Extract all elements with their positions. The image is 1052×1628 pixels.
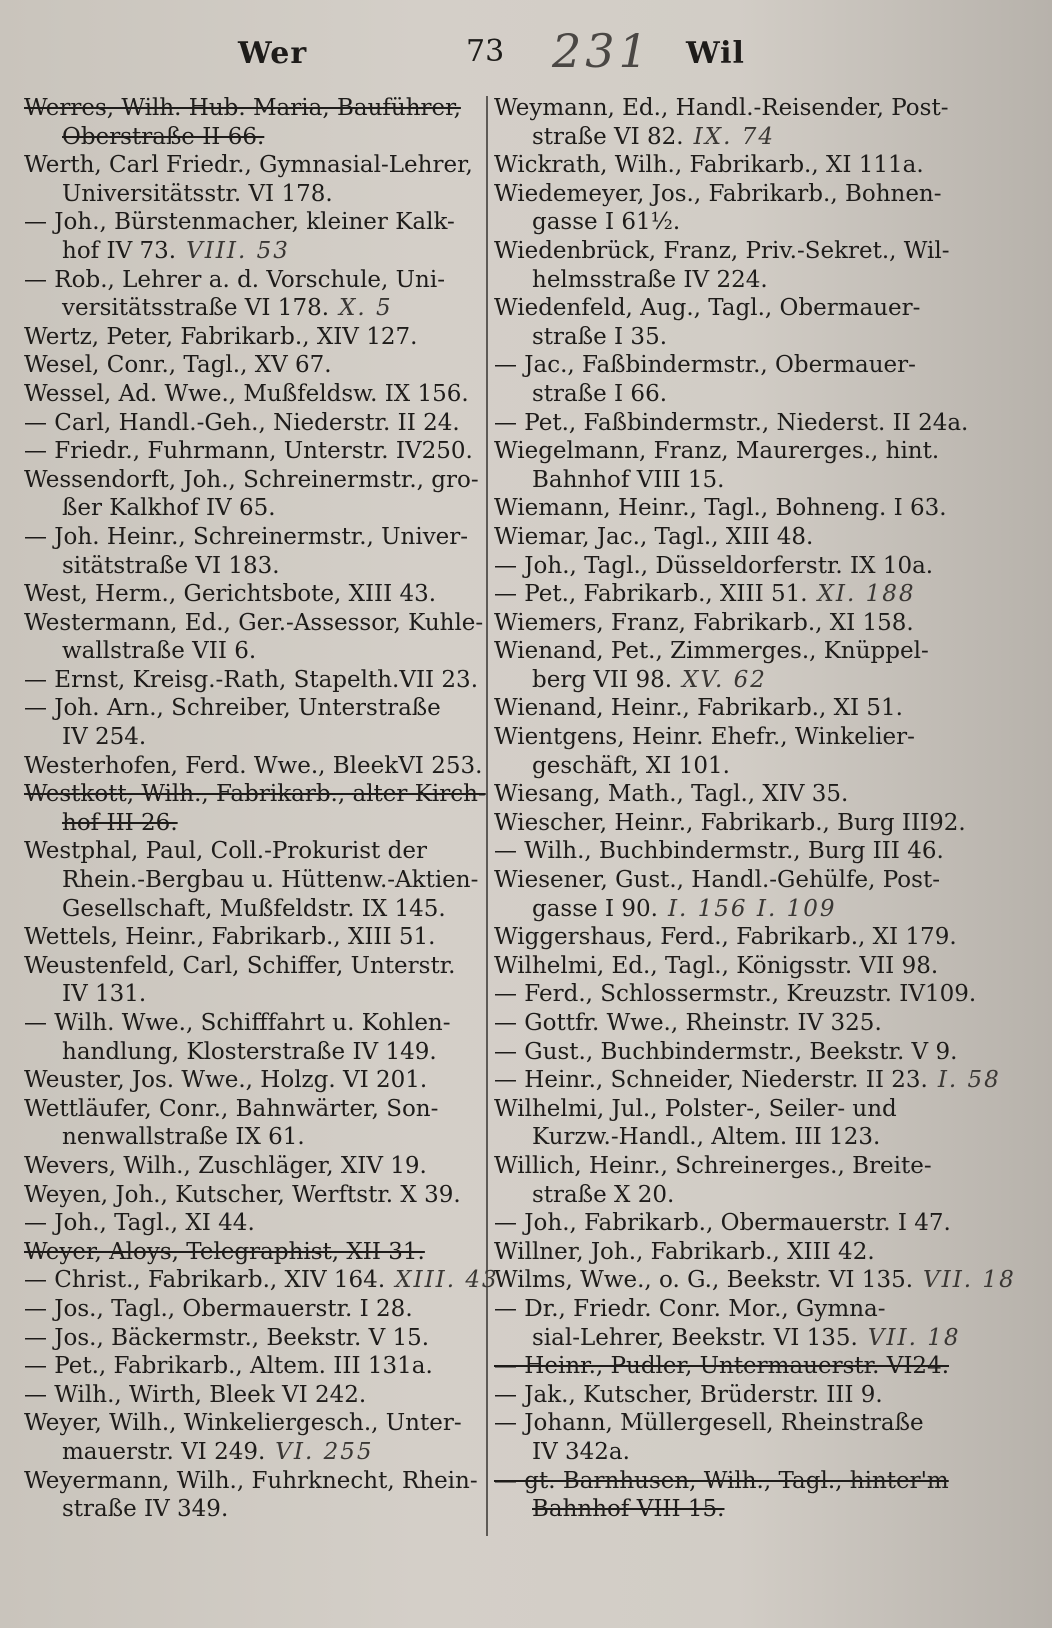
entry-text: — Rob., Lehrer a. d. Vorschule, Uni- xyxy=(24,266,445,293)
entry-name-line xyxy=(494,294,954,323)
header-right-catchword: Wil xyxy=(686,36,745,71)
entry-continuation-line xyxy=(494,1438,954,1467)
entry-continuation-line xyxy=(494,380,954,409)
directory-entry xyxy=(24,1266,499,1295)
entry-name-line xyxy=(494,1066,1001,1095)
entry-name-line xyxy=(494,1467,954,1496)
entry-text: Wiedemeyer, Jos., Fabrikarb., Bohnen- xyxy=(494,180,942,207)
entry-name-line xyxy=(24,780,486,809)
entry-continuation-line xyxy=(24,237,482,266)
directory-entry xyxy=(494,780,954,809)
directory-entry xyxy=(494,237,954,294)
handwritten-correction: IX. 74 xyxy=(693,123,775,150)
directory-entry xyxy=(494,1066,1001,1095)
entry-name-line xyxy=(494,637,954,666)
entry-name-line xyxy=(24,208,482,237)
entry-text: Wienand, Heinr., Fabrikarb., XI 51. xyxy=(494,695,903,722)
entry-continuation-line xyxy=(24,1038,482,1067)
entry-text: Wiegelmann, Franz, Maurerges., hint. xyxy=(494,438,940,465)
entry-text: Weyer, Aloys, Telegraphist, XII 31. xyxy=(24,1238,425,1265)
entry-text: Wiedenbrück, Franz, Priv.-Sekret., Wil- xyxy=(494,237,950,264)
column-divider xyxy=(486,96,488,1536)
entry-name-line xyxy=(494,1295,954,1324)
entry-text: gasse I 90. xyxy=(532,895,658,922)
entry-text: — Joh., Tagl., XI 44. xyxy=(24,1210,255,1237)
entry-text: — Jos., Bäckermstr., Beekstr. V 15. xyxy=(24,1324,430,1351)
entry-text: — Pet., Fabrikarb., Altem. III 131a. xyxy=(24,1353,433,1380)
entry-name-line xyxy=(494,523,954,552)
entry-text: — Jac., Faßbindermstr., Obermauer- xyxy=(494,352,916,379)
entry-text: West, Herm., Gerichtsbote, XIII 43. xyxy=(24,581,437,608)
directory-entry xyxy=(494,294,954,351)
entry-text: straße VI 82. xyxy=(532,123,684,150)
entry-name-line xyxy=(24,380,482,409)
entry-text: — Joh., Fabrikarb., Obermauerstr. I 47. xyxy=(494,1210,951,1237)
entry-continuation-line xyxy=(494,1495,954,1524)
entry-text: — Pet., Fabrikarb., XIII 51. xyxy=(494,581,808,608)
directory-entry xyxy=(24,266,482,323)
directory-entry xyxy=(24,1409,482,1466)
entry-continuation-line xyxy=(494,123,954,152)
entry-text: — Friedr., Fuhrmann, Unterstr. IV250. xyxy=(24,438,473,465)
directory-entry xyxy=(24,1238,482,1267)
entry-text: Willich, Heinr., Schreinerges., Breite- xyxy=(494,1152,932,1179)
entry-continuation-line xyxy=(24,1495,482,1524)
entry-continuation-line xyxy=(24,180,482,209)
directory-entry xyxy=(494,952,954,981)
entry-text: Wessendorft, Joh., Schreinermstr., gro- xyxy=(24,466,479,493)
entry-text: — Dr., Friedr. Conr. Mor., Gymna- xyxy=(494,1295,886,1322)
directory-entry xyxy=(24,1324,482,1353)
left-column xyxy=(24,94,499,1524)
entry-text: Wiesener, Gust., Handl.-Gehülfe, Post- xyxy=(494,867,940,894)
directory-entry xyxy=(24,437,482,466)
directory-entry xyxy=(494,837,954,866)
entry-name-line xyxy=(24,1066,482,1095)
entry-text: Weuster, Jos. Wwe., Holzg. VI 201. xyxy=(24,1067,428,1094)
entry-text: — Heinr., Schneider, Niederstr. II 23. xyxy=(494,1067,928,1094)
directory-entry xyxy=(494,1266,1016,1295)
directory-entry xyxy=(24,323,482,352)
entry-text: Wienand, Pet., Zimmerges., Knüppel- xyxy=(494,638,929,665)
entry-text: — Jak., Kutscher, Brüderstr. III 9. xyxy=(494,1381,883,1408)
entry-text: Willner, Joh., Fabrikarb., XIII 42. xyxy=(494,1238,875,1265)
entry-continuation-line xyxy=(24,1123,482,1152)
handwritten-correction: VII. 18 xyxy=(923,1267,1016,1294)
entry-continuation-line xyxy=(24,723,482,752)
entry-text: Wiemers, Franz, Fabrikarb., XI 158. xyxy=(494,609,914,636)
entry-name-line xyxy=(24,666,482,695)
entry-name-line xyxy=(494,1038,958,1067)
entry-name-line xyxy=(24,952,482,981)
entry-text: Wevers, Wilh., Zuschläger, XIV 19. xyxy=(24,1152,427,1179)
entry-continuation-line xyxy=(494,1123,954,1152)
handwritten-correction: VIII. 53 xyxy=(186,237,290,264)
entry-text: helmsstraße IV 224. xyxy=(532,266,768,293)
entry-name-line xyxy=(24,1266,499,1295)
entry-text: — Wilh., Wirth, Bleek VI 242. xyxy=(24,1381,367,1408)
entry-text: Weyen, Joh., Kutscher, Werftstr. X 39. xyxy=(24,1181,461,1208)
directory-entry xyxy=(494,494,954,523)
entry-name-line xyxy=(24,1295,482,1324)
directory-entry xyxy=(494,523,954,552)
entry-text: hof III 26. xyxy=(62,809,178,836)
entry-name-line xyxy=(494,1266,1016,1295)
directory-entry xyxy=(24,1095,482,1152)
directory-entry xyxy=(494,1095,954,1152)
entry-text: IV 342a. xyxy=(532,1438,630,1465)
entry-continuation-line xyxy=(494,266,954,295)
entry-name-line xyxy=(24,923,482,952)
directory-entry xyxy=(494,809,966,838)
entry-text: Weustenfeld, Carl, Schiffer, Unterstr. xyxy=(24,952,456,979)
entry-text: Weymann, Ed., Handl.-Reisender, Post- xyxy=(494,95,949,121)
directory-entry xyxy=(494,552,954,581)
entry-name-line xyxy=(494,1209,954,1238)
entry-continuation-line xyxy=(494,895,954,924)
entry-name-line xyxy=(24,409,482,438)
handwritten-correction: XI. 188 xyxy=(817,581,916,608)
directory-entry xyxy=(24,694,482,751)
entry-text: — gt. Barnhusen, Wilh., Tagl., hinter'm xyxy=(494,1467,949,1494)
entry-text: Weyermann, Wilh., Fuhrknecht, Rhein- xyxy=(24,1467,478,1494)
directory-entry xyxy=(24,923,482,952)
directory-entry xyxy=(494,351,954,408)
directory-entry xyxy=(494,437,954,494)
entry-text: gasse I 61½. xyxy=(532,209,681,236)
entry-text: — Wilh., Buchbindermstr., Burg III 46. xyxy=(494,838,944,865)
entry-text: geschäft, XI 101. xyxy=(532,752,730,779)
directory-entry xyxy=(494,180,954,237)
entry-text: — Gottfr. Wwe., Rheinstr. IV 325. xyxy=(494,1010,882,1036)
entry-continuation-line xyxy=(24,494,482,523)
entry-text: Wertz, Peter, Fabrikarb., XIV 127. xyxy=(24,323,418,350)
entry-text: — Joh. Arn., Schreiber, Unterstraße xyxy=(24,695,441,722)
entry-text: Wettläufer, Conr., Bahnwärter, Son- xyxy=(24,1095,439,1122)
directory-entry xyxy=(494,1467,954,1524)
entry-text: IV 131. xyxy=(62,981,147,1008)
entry-name-line xyxy=(494,1381,954,1410)
entry-continuation-line xyxy=(24,552,482,581)
handwritten-page-number: 231 xyxy=(552,24,652,78)
entry-text: sitätstraße VI 183. xyxy=(62,552,280,579)
entry-text: — Jos., Tagl., Obermauerstr. I 28. xyxy=(24,1295,413,1322)
entry-name-line xyxy=(24,609,482,638)
entry-name-line xyxy=(494,494,954,523)
directory-entry xyxy=(494,609,954,638)
directory-entry xyxy=(494,1238,954,1267)
directory-entry xyxy=(24,409,482,438)
entry-text: — Ferd., Schlossermstr., Kreuzstr. IV109. xyxy=(494,981,977,1008)
entry-text: mauerstr. VI 249. xyxy=(62,1438,266,1465)
directory-entry xyxy=(24,380,482,409)
entry-continuation-line xyxy=(494,208,954,237)
entry-text: — Gust., Buchbindermstr., Beekstr. V 9. xyxy=(494,1038,958,1065)
entry-continuation-line xyxy=(24,637,482,666)
entry-continuation-line xyxy=(494,466,954,495)
entry-text: — Ernst, Kreisg.-Rath, Stapelth.VII 23. xyxy=(24,666,479,693)
entry-name-line xyxy=(494,1095,954,1124)
entry-continuation-line xyxy=(24,809,482,838)
entry-name-line xyxy=(24,1467,482,1496)
entry-name-line xyxy=(24,1095,482,1124)
directory-entry xyxy=(494,923,957,952)
entry-text: Oberstraße II 66. xyxy=(62,123,265,150)
entry-text: Wickrath, Wilh., Fabrikarb., XI 111a. xyxy=(494,152,924,179)
entry-continuation-line xyxy=(494,666,954,695)
entry-text: straße X 20. xyxy=(532,1181,675,1208)
entry-name-line xyxy=(494,1152,954,1181)
entry-text: Wettels, Heinr., Fabrikarb., XIII 51. xyxy=(24,924,436,951)
directory-entry xyxy=(24,1295,482,1324)
directory-entry xyxy=(24,1467,482,1524)
entry-continuation-line xyxy=(494,1181,954,1210)
entry-continuation-line xyxy=(24,980,482,1009)
handwritten-correction: XIII. 43 xyxy=(395,1267,499,1294)
entry-text: Wilhelmi, Ed., Tagl., Königsstr. VII 98. xyxy=(494,952,939,979)
entry-continuation-line xyxy=(494,752,954,781)
directory-entry xyxy=(494,1152,954,1209)
directory-entry xyxy=(494,1038,958,1067)
entry-name-line xyxy=(24,1238,482,1267)
entry-name-line xyxy=(494,409,969,438)
entry-name-line xyxy=(24,1181,482,1210)
entry-name-line xyxy=(494,866,954,895)
handwritten-correction: X. 5 xyxy=(339,295,393,322)
entry-name-line xyxy=(494,923,957,952)
entry-text: Wiescher, Heinr., Fabrikarb., Burg III92. xyxy=(494,809,966,836)
directory-entry xyxy=(24,351,482,380)
entry-name-line xyxy=(494,723,954,752)
handwritten-correction: XV. 62 xyxy=(682,666,767,693)
entry-name-line xyxy=(494,1009,954,1038)
directory-entry xyxy=(494,1295,961,1352)
handwritten-correction: VII. 18 xyxy=(867,1324,961,1351)
entry-name-line xyxy=(494,1352,954,1381)
entry-text: Wientgens, Heinr. Ehefr., Winkelier- xyxy=(494,724,915,751)
entry-name-line xyxy=(494,980,977,1009)
entry-text: — Johann, Müllergesell, Rheinstraße xyxy=(494,1410,924,1437)
entry-text: berg VII 98. xyxy=(532,666,673,693)
directory-entry xyxy=(24,1066,482,1095)
entry-name-line xyxy=(24,323,482,352)
entry-text: sial-Lehrer, Beekstr. VI 135. xyxy=(532,1324,858,1351)
directory-entry xyxy=(24,1152,482,1181)
entry-text: Wilms, Wwe., o. G., Beekstr. VI 135. xyxy=(494,1267,914,1294)
entry-continuation-line xyxy=(24,294,482,323)
entry-name-line xyxy=(24,351,482,380)
directory-entry xyxy=(24,466,482,523)
directory-entry xyxy=(24,580,482,609)
entry-name-line xyxy=(24,580,482,609)
directory-entry xyxy=(24,1181,482,1210)
entry-name-line xyxy=(494,694,954,723)
entry-text: — Joh., Bürstenmacher, kleiner Kalk- xyxy=(24,209,455,236)
entry-text: Kurzw.-Handl., Altem. III 123. xyxy=(532,1124,881,1151)
directory-entry xyxy=(24,1381,482,1410)
entry-name-line xyxy=(494,580,954,609)
entry-name-line xyxy=(24,437,482,466)
entry-name-line xyxy=(24,1152,482,1181)
entry-text: Wiemar, Jac., Tagl., XIII 48. xyxy=(494,523,814,550)
entry-name-line xyxy=(24,752,482,781)
entry-text: Werth, Carl Friedr., Gymnasial-Lehrer, xyxy=(24,152,473,179)
entry-name-line xyxy=(24,1324,482,1353)
entry-text: Universitätsstr. VI 178. xyxy=(62,180,333,207)
entry-name-line xyxy=(24,1009,482,1038)
entry-name-line xyxy=(494,94,954,123)
entry-text: Rhein.-Bergbau u. Hüttenw.-Aktien- xyxy=(62,867,479,894)
handwritten-correction: VI. 255 xyxy=(275,1438,374,1465)
entry-text: Wiedenfeld, Aug., Tagl., Obermauer- xyxy=(494,295,921,322)
entry-text: versitätsstraße VI 178. xyxy=(62,295,330,322)
directory-entry xyxy=(494,1352,954,1381)
entry-text: ßer Kalkhof IV 65. xyxy=(62,495,276,522)
directory-entry xyxy=(494,1009,954,1038)
entry-name-line xyxy=(494,180,954,209)
entry-text: — Wilh. Wwe., Schifffahrt u. Kohlen- xyxy=(24,1010,451,1036)
entry-text: Werres, Wilh. Hub. Maria, Bauführer, xyxy=(24,95,461,121)
entry-name-line xyxy=(494,437,954,466)
entry-text: — Joh., Tagl., Düsseldorferstr. IX 10a. xyxy=(494,552,934,579)
entry-text: Wessel, Ad. Wwe., Mußfeldsw. IX 156. xyxy=(24,380,469,407)
entry-continuation-line xyxy=(24,123,482,152)
entry-text: Wiemann, Heinr., Tagl., Bohneng. I 63. xyxy=(494,495,947,522)
directory-entry xyxy=(24,780,486,837)
directory-entry xyxy=(24,1352,482,1381)
directory-entry xyxy=(494,1209,954,1238)
entry-text: IV 254. xyxy=(62,724,147,751)
directory-entry xyxy=(24,1209,482,1238)
directory-entry xyxy=(24,666,482,695)
entry-name-line xyxy=(24,266,482,295)
entry-text: straße I 35. xyxy=(532,323,668,350)
directory-entry xyxy=(494,694,954,723)
page-header xyxy=(0,24,1052,82)
directory-entry xyxy=(24,523,482,580)
entry-text: Westerhofen, Ferd. Wwe., BleekVI 253. xyxy=(24,752,483,779)
directory-entry xyxy=(494,637,954,694)
entry-text: Bahnhof VIII 15. xyxy=(532,466,725,493)
entry-text: straße I 66. xyxy=(532,380,668,407)
entry-continuation-line xyxy=(494,323,954,352)
directory-entry xyxy=(494,980,977,1009)
entry-name-line xyxy=(24,1352,482,1381)
directory-entry xyxy=(494,723,954,780)
directory-entry xyxy=(494,409,969,438)
entry-name-line xyxy=(494,809,966,838)
entry-text: Wesel, Conr., Tagl., XV 67. xyxy=(24,352,332,379)
directory-entry xyxy=(494,1381,954,1410)
entry-text: Westermann, Ed., Ger.-Assessor, Kuhle- xyxy=(24,609,484,636)
directory-entry xyxy=(494,580,954,609)
right-column xyxy=(494,94,1016,1524)
entry-text: hof IV 73. xyxy=(62,237,177,264)
entry-continuation-line xyxy=(24,866,482,895)
handwritten-correction: I. 58 xyxy=(937,1067,1001,1094)
entry-name-line xyxy=(494,837,954,866)
entry-name-line xyxy=(24,1409,482,1438)
directory-entry xyxy=(24,752,482,781)
entry-text: handlung, Klosterstraße IV 149. xyxy=(62,1038,437,1065)
directory-entry xyxy=(24,151,482,208)
header-left-catchword: Wer xyxy=(238,36,308,71)
entry-text: Westphal, Paul, Coll.-Prokurist der xyxy=(24,838,427,865)
entry-name-line xyxy=(494,1409,954,1438)
entry-text: Weyer, Wilh., Winkeliergesch., Unter- xyxy=(24,1410,462,1437)
entry-name-line xyxy=(494,552,954,581)
entry-name-line xyxy=(494,952,954,981)
directory-entry xyxy=(494,866,954,923)
entry-text: — Joh. Heinr., Schreinermstr., Univer- xyxy=(24,523,469,550)
entry-name-line xyxy=(494,780,954,809)
directory-entry xyxy=(24,609,482,666)
entry-text: straße IV 349. xyxy=(62,1496,229,1523)
entry-text: nenwallstraße IX 61. xyxy=(62,1124,305,1151)
directory-entry xyxy=(24,94,482,151)
entry-text: Wilhelmi, Jul., Polster-, Seiler- und xyxy=(494,1095,897,1122)
entry-continuation-line xyxy=(494,1324,961,1353)
directory-entry xyxy=(24,952,482,1009)
directory-entry xyxy=(494,151,954,180)
entry-text: — Pet., Faßbindermstr., Niederst. II 24a. xyxy=(494,409,969,436)
entry-text: Wiggershaus, Ferd., Fabrikarb., XI 179. xyxy=(494,924,957,951)
directory-entry xyxy=(24,208,482,265)
entry-name-line xyxy=(494,351,954,380)
entry-text: wallstraße VII 6. xyxy=(62,638,257,665)
directory-entry xyxy=(494,1409,954,1466)
directory-entry xyxy=(24,1009,482,1066)
entry-continuation-line xyxy=(24,1438,482,1467)
entry-text: Bahnhof VIII 15. xyxy=(532,1496,725,1523)
directory-entry xyxy=(24,837,482,923)
entry-name-line xyxy=(494,237,954,266)
entry-name-line xyxy=(24,1381,482,1410)
entry-text: Gesellschaft, Mußfeldstr. IX 145. xyxy=(62,895,446,922)
entry-text: Wiesang, Math., Tagl., XIV 35. xyxy=(494,781,849,808)
entry-name-line xyxy=(24,837,482,866)
entry-name-line xyxy=(24,1209,482,1238)
page-number: 73 xyxy=(466,34,505,69)
directory-entry xyxy=(494,94,954,151)
entry-name-line xyxy=(24,694,482,723)
entry-continuation-line xyxy=(24,895,482,924)
entry-text: — Heinr., Pudler, Untermauerstr. VI24. xyxy=(494,1353,950,1380)
entry-text: Westkott, Wilh., Fabrikarb., alter Kirch- xyxy=(24,781,486,808)
entry-name-line xyxy=(494,609,954,638)
entry-name-line xyxy=(24,523,482,552)
entry-name-line xyxy=(494,151,954,180)
entry-name-line xyxy=(24,151,482,180)
entry-text: — Christ., Fabrikarb., XIV 164. xyxy=(24,1267,386,1294)
entry-name-line xyxy=(24,94,482,123)
entry-text: — Carl, Handl.-Geh., Niederstr. II 24. xyxy=(24,409,460,436)
handwritten-correction: I. 156 I. 109 xyxy=(667,895,837,922)
entry-name-line xyxy=(24,466,482,495)
entry-name-line xyxy=(494,1238,954,1267)
